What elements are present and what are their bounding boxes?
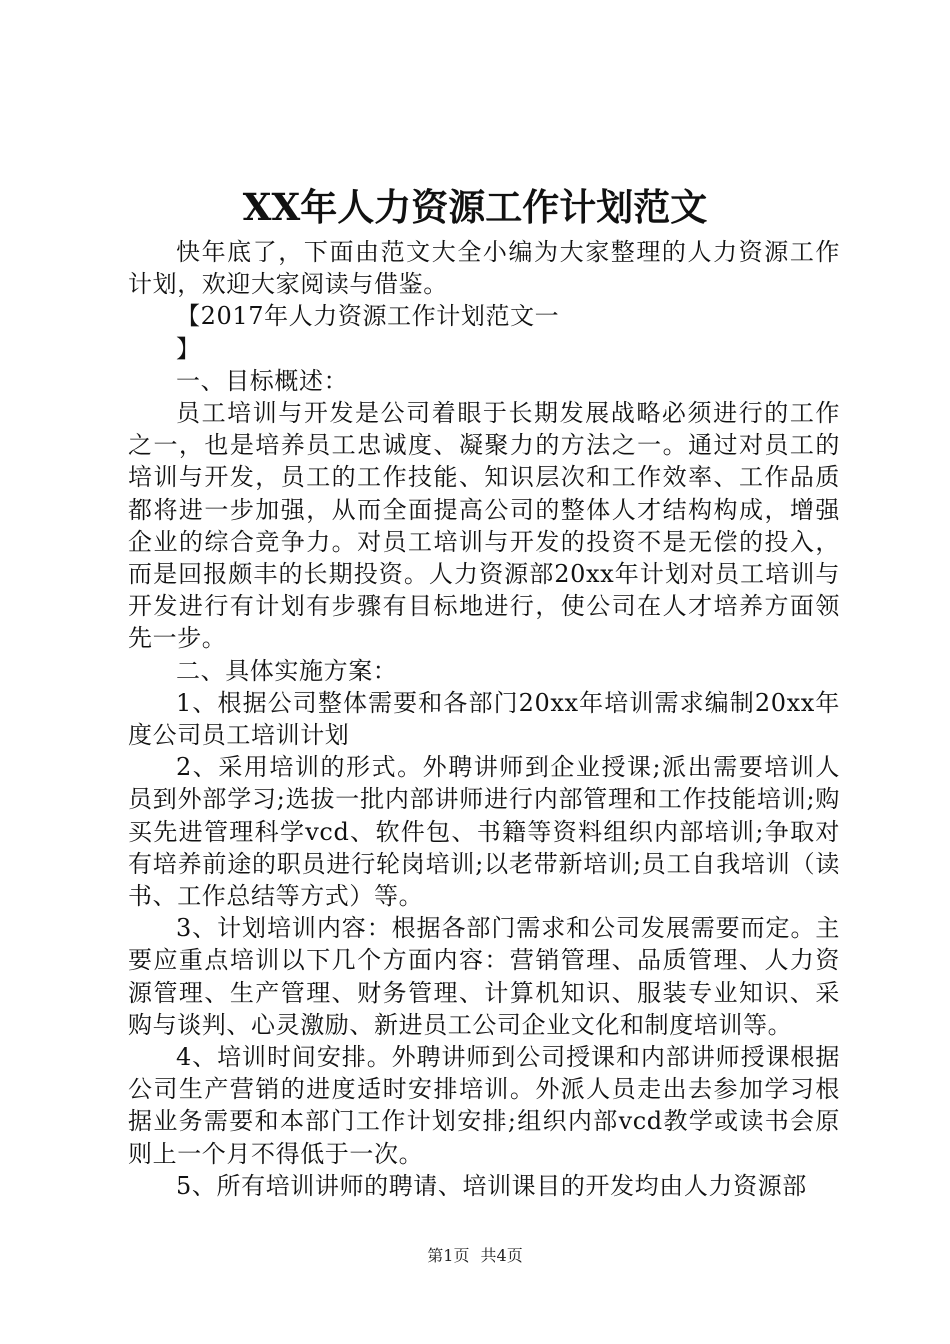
paragraph-item-1: 1、根据公司整体需要和各部门20xx年培训需求编制20xx年度公司员工培训计划 [128,688,840,750]
paragraph-section-heading: 【2017年人力资源工作计划范文一 [176,302,560,331]
document-body [128,236,840,1202]
page-footer [0,1245,950,1267]
paragraph-item-5: 5、所有培训讲师的聘请、培训课目的开发均由人力资源部 [176,1171,807,1200]
paragraph-item-3: 3、计划培训内容：根据各部门需求和公司发展需要而定。主要应重点培训以下几个方面内容：营销管理、品质管理、人力资源管理、生产管理、财务管理、计算机知识、服装专业知识、采购与谈判、心灵激励、新进员工公司企业文化和制度培训等。 [128,914,840,1039]
document-title: XX年人力资源工作计划范文 [242,185,708,229]
paragraph-item-4: 4、培训时间安排。外聘讲师到公司授课和内部讲师授课根据公司生产营销的进度适时安排培训。外派人员走出去参加学习根据业务需要和本部门工作计划安排;组织内部vcd教学或读书会原则上一个月不得低于一次。 [128,1043,840,1168]
paragraph-intro: 快年底了，下面由范文大全小编为大家整理的人力资源工作计划，欢迎大家阅读与借鉴。 [128,238,840,299]
page-total: 共4页 [480,1246,523,1265]
paragraph-item-2: 2、采用培训的形式。外聘讲师到企业授课;派出需要培训人员到外部学习;选拔一批内部讲师进行内部管理和工作技能培训;购买先进管理科学vcd、软件包、书籍等资料组织内部培训;争取对有培养前途的职员进行轮岗培训;以老带新培训;员工自我培训（读书、工作总结等方式）等。 [128,753,840,911]
paragraph-plan-heading: 二、具体实施方案： [176,656,398,685]
paragraph-goal-body: 员工培训与开发是公司着眼于长期发展战略必须进行的工作之一，也是培养员工忠诚度、凝聚力的方法之一。通过对员工的培训与开发，员工的工作技能、知识层次和工作效率、工作品质都将进一步加强，从而全面提高公司的整体人才结构构成，增强企业的综合竞争力。对员工培训与开发的投资不是无偿的投入，而是回报颇丰的长期投资。人力资源部20xx年计划对员工培训与开发进行有计划有步骤有目标地进行，使公司在人才培养方面领先一步。 [128,399,840,653]
paragraph-bracket-close: 】 [176,334,201,363]
paragraph-goal-heading: 一、目标概述： [176,366,349,395]
page-number: 第1页 [427,1246,470,1265]
